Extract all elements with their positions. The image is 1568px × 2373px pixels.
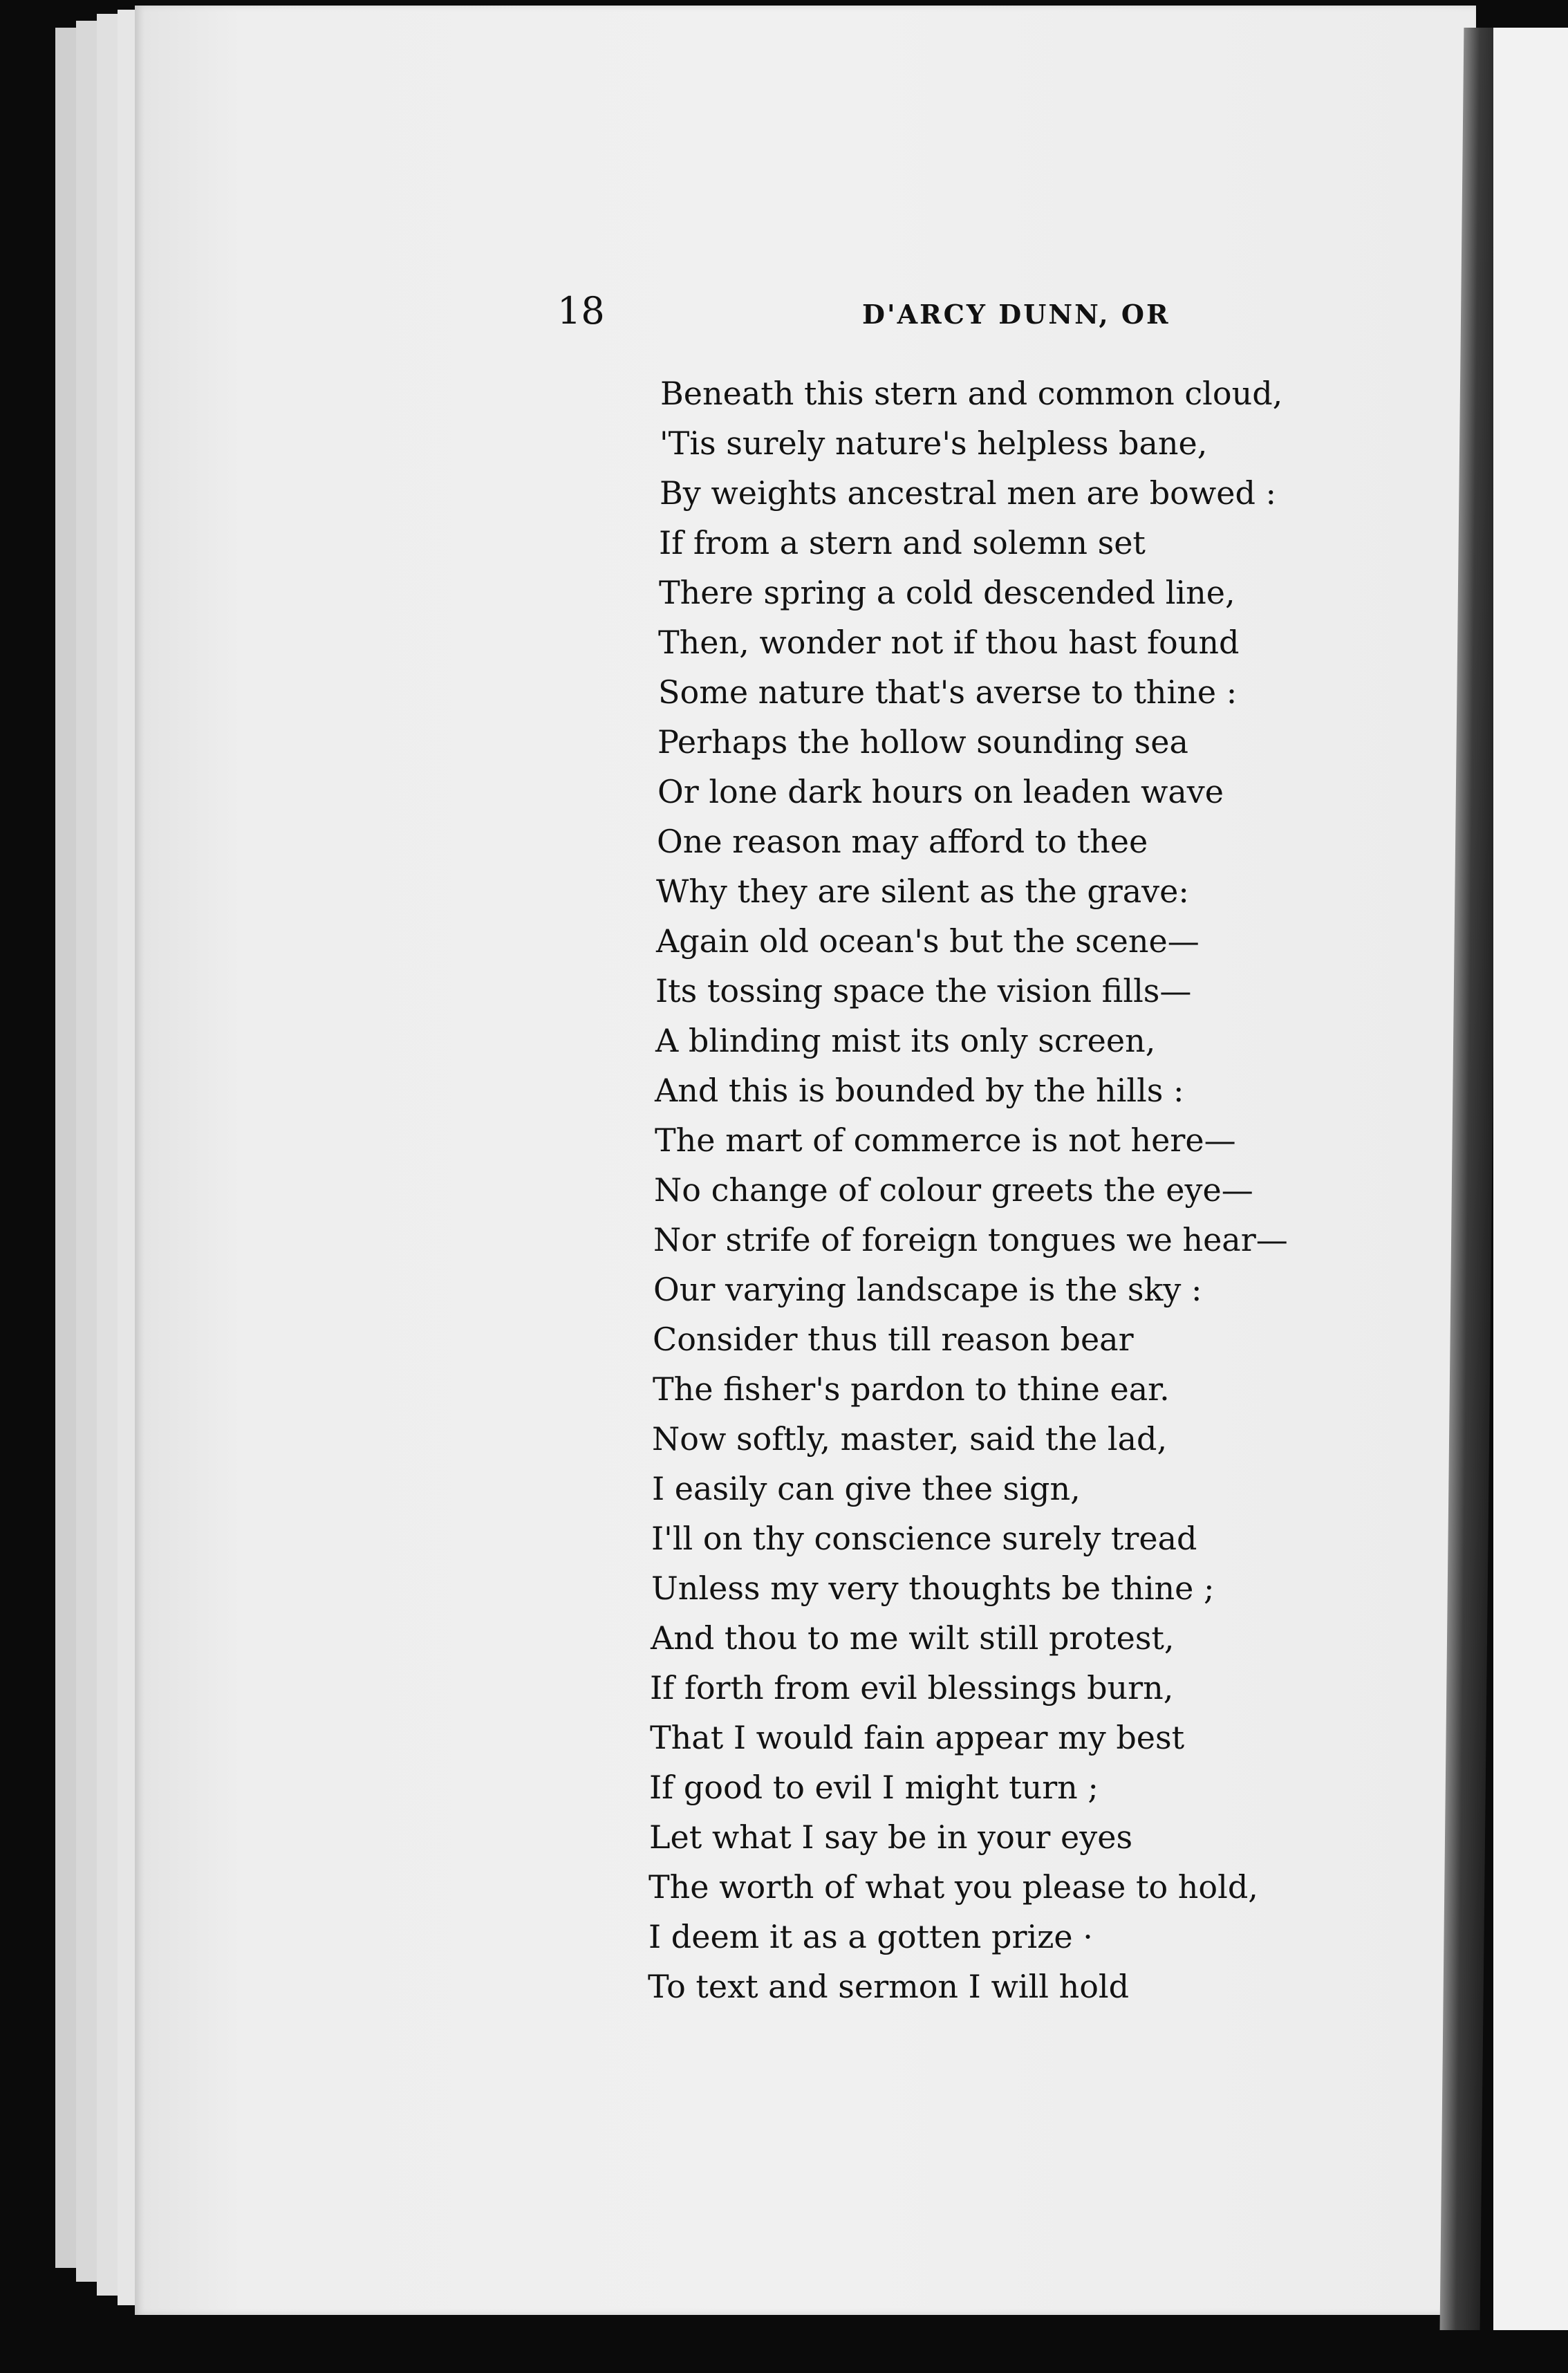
poem-line: 'Tis surely nature's helpless bane, (660, 425, 1208, 462)
page-number: 18 (557, 289, 605, 333)
poem-line: The mart of commerce is not here— (655, 1122, 1236, 1159)
running-title: D'ARCY DUNN, OR (862, 299, 1170, 330)
poem-line: Our varying landscape is the sky : (653, 1271, 1202, 1308)
poem-line: The worth of what you please to hold, (648, 1868, 1258, 1906)
poem-line: If forth from evil blessings burn, (650, 1669, 1174, 1706)
poem-line: I easily can give thee sign, (652, 1470, 1081, 1507)
poem-line: Consider thus till reason bear (653, 1321, 1134, 1358)
poem-line: To text and sermon I will hold (648, 1968, 1130, 2005)
poem-line: Again old ocean's but the scene— (656, 922, 1200, 960)
poem-line: I'll on thy conscience surely tread (651, 1520, 1197, 1557)
poem-line: Beneath this stern and common cloud, (660, 375, 1283, 412)
poem-line: There spring a cold descended line, (659, 574, 1235, 611)
poem-line: No change of colour greets the eye— (654, 1171, 1253, 1209)
poem-line: The fisher's pardon to thine ear. (653, 1370, 1170, 1408)
poem-line: And thou to me wilt still protest, (651, 1619, 1175, 1657)
poem-line: Why they are silent as the grave: (656, 873, 1189, 910)
poem-line: Now softly, master, said the lad, (652, 1420, 1168, 1458)
poem-line: Let what I say be in your eyes (649, 1818, 1133, 1856)
poem-line: Or lone dark hours on leaden wave (657, 773, 1224, 810)
poem-line: I deem it as a gotten prize · (648, 1918, 1093, 1955)
poem-line: Unless my very thoughts be thine ; (651, 1570, 1215, 1607)
poem-line: Its tossing space the vision fills— (655, 972, 1192, 1009)
poem-line: A blinding mist its only screen, (655, 1022, 1156, 1059)
facing-page-edge (1493, 28, 1568, 2330)
poem-line: By weights ancestral men are bowed : (660, 474, 1277, 512)
poem-line: Then, wonder not if thou hast found (658, 624, 1240, 661)
poem-line: And this is bounded by the hills : (655, 1072, 1184, 1109)
poem-line: One reason may afford to thee (657, 823, 1148, 860)
poem-line: Some nature that's averse to thine : (658, 673, 1238, 711)
poem-line: Nor strife of foreign tongues we hear— (653, 1221, 1288, 1258)
poem-line: If good to evil I might turn ; (649, 1769, 1099, 1806)
poem-line: If from a stern and solemn set (659, 524, 1146, 561)
poem-line: Perhaps the hollow sounding sea (657, 723, 1188, 761)
poem-line: That I would fain appear my best (650, 1719, 1185, 1756)
